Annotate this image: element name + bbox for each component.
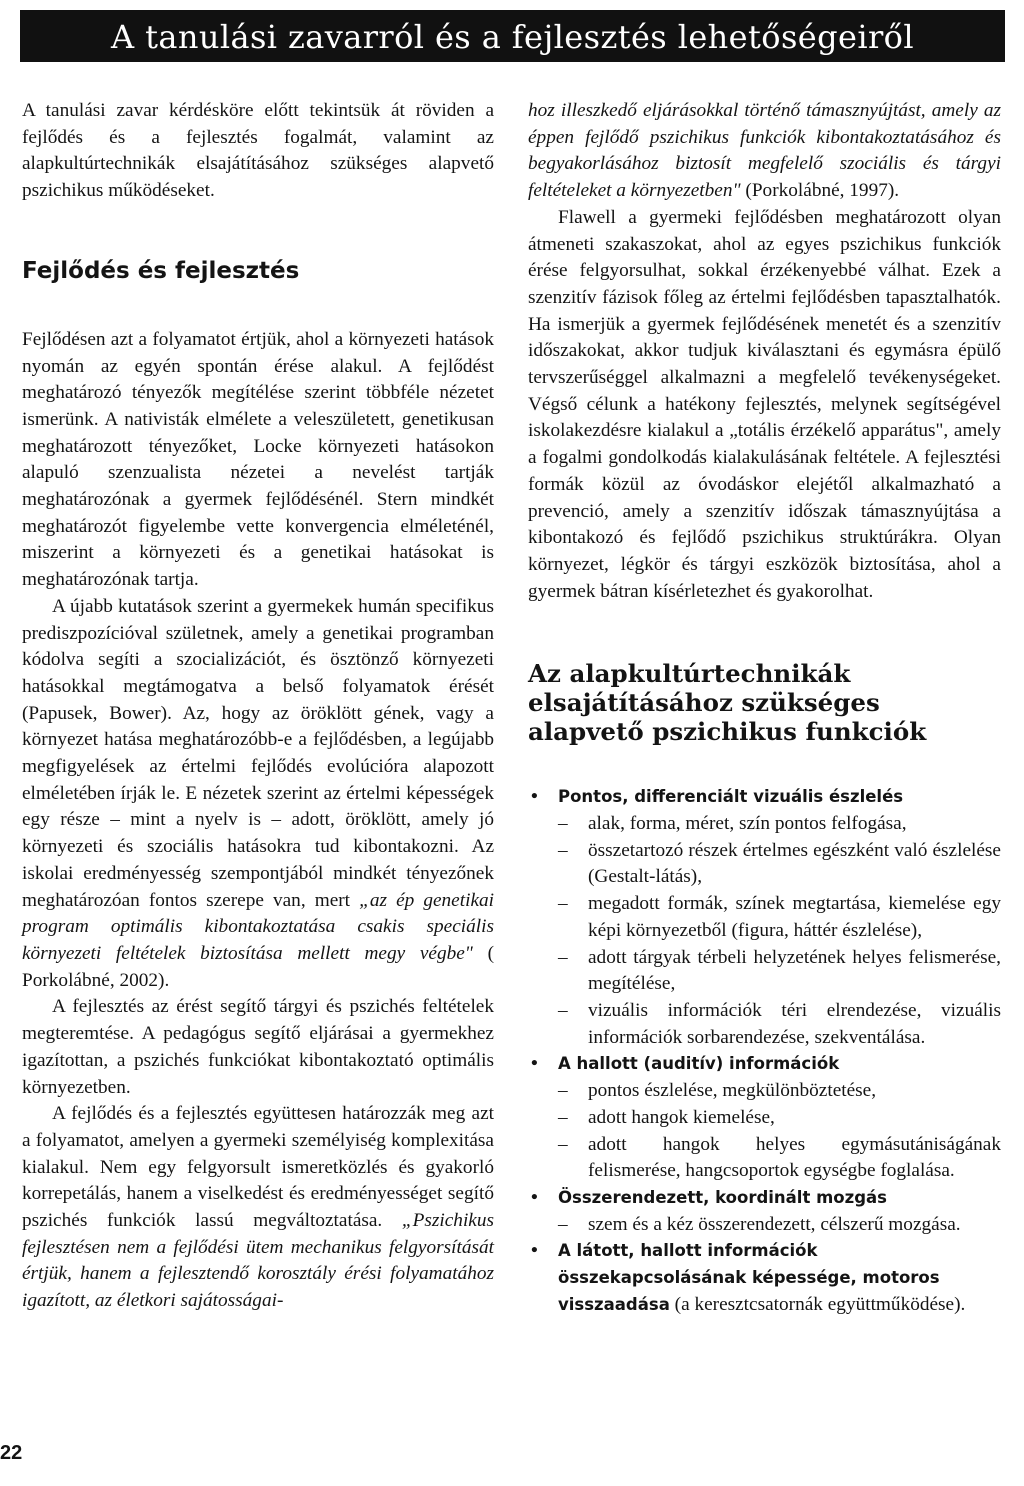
bullet-suffix: (a keresztcsatornák együttműködése). xyxy=(669,1293,966,1315)
bullet-auditory-information xyxy=(528,1051,1001,1185)
bullet-coordinated-movement xyxy=(528,1185,1001,1238)
functions-list xyxy=(528,784,1001,1318)
page-title: A tanulási zavarról és a fejlesztés lehetőségeiről xyxy=(111,18,914,56)
dash-item: – alak, forma, méret, szín pontos felfogása, xyxy=(558,811,1001,838)
right-paragraph-1 xyxy=(528,98,1001,205)
p2-quote: „az ép genetikai program optimális kibontakoztatása csakis speciális környezeti feltételek biztosítása mellett megy végbe" xyxy=(22,889,494,964)
r1-citation: (Porkolábné, 1997). xyxy=(740,180,900,202)
dash-item: – adott hangok kiemelése, xyxy=(558,1105,1001,1132)
page-title-banner xyxy=(20,10,1005,62)
bullet-label: A hallott (auditív) információk xyxy=(558,1054,840,1074)
body-paragraph-3: A fejlesztés az érést segítő tárgyi és pszichés feltételek megteremtése. A pedagógus segítő eljárásai a gyermekhez igazítottan, a pszichés funkciókat kibontakoztató optimális környezetben. xyxy=(22,996,494,1098)
p2-text: A újabb kutatások szerint a gyermekek humán specifikus prediszpozícióval születnek, amely a genetikai programban kódolva segíti a szocializációt, és ösztönző környezeti hatásokkal megtámogatva a belső folyamatok érését (Papusek, Bower). Az, hogy az öröklött gének, vagy a környezet hatása meghatározóbb-e a fejlődésben, a legújabb megfigyelések az értelmi fejlődés evolúcióra alapozott elméletében írják le. E nézetek szerint az értelmi képességek egy része – mint a nyelv is – adott, öröklött, amely jó környezeti és szociális hatásokra tud kibontakozni. Az iskolai eredményesség szempontjából mindkét tényezőnek meghatározóan fontos szerepe van, mert xyxy=(22,595,494,911)
bullet-label: Összerendezett, koordinált mozgás xyxy=(558,1187,887,1207)
bullet-visual-perception xyxy=(528,784,1001,1051)
bullet-label: A látott, hallott információk összekapcsolásának képessége, motoros visszaadása xyxy=(558,1241,940,1314)
p2-citation: ( Porkolábné, 2002). xyxy=(22,942,494,991)
section-heading-development: Fejlődés és fejlesztés xyxy=(22,257,300,284)
section-heading-functions: Az alapkultúrtechnikák elsajátításához szükséges alapvető pszichikus funkciók xyxy=(528,659,927,747)
left-column xyxy=(22,98,494,1315)
page-number: 22 xyxy=(0,1442,23,1464)
bullet-label: Pontos, differenciált vizuális észlelés xyxy=(558,787,904,807)
p4-text: A fejlődés és a fejlesztés együttesen határozzák meg azt a folyamatot, amelyen a gyermeki személyiség komplexitása kialakul. Nem egy felgyorsult ismeretközlés és gyakorló korrepetálás, hanem a viselkedést és eredményességet segítő pszichés funkciók lassú megváltoztatása. xyxy=(22,1103,494,1232)
intro-paragraph: A tanulási zavar kérdésköre előtt tekintsük át röviden a fejlődés és a fejlesztés fogalmát, valamint az alapkultúrtechnikák elsajátításához szükséges alapvető pszichikus működéseket. xyxy=(22,100,494,202)
body-paragraph-4 xyxy=(22,1101,494,1315)
dash-item: – adott tárgyak térbeli helyzetének helyes felismerése, megítélése, xyxy=(558,945,1001,998)
dash-item: – adott hangok helyes egymásutániságának felismerése, hangcsoportok egységbe foglalása. xyxy=(558,1132,1001,1185)
dash-item: – pontos észlelése, megkülönböztetése, xyxy=(558,1078,1001,1105)
dash-item: – vizuális információk téri elrendezése, vizuális információk sorbarendezése, szekventálása. xyxy=(558,998,1001,1051)
bullet-crossmodal-integration xyxy=(528,1238,1001,1318)
p4-quote: „Pszichikus fejlesztésen nem a fejlődési ütem mechanikus felgyorsítását értjük, hanem a fejlesztendő korosztály érési folyamatához igazított, az életkori sajátosságai- xyxy=(22,1210,494,1312)
dash-item: – összetartozó részek értelmes egészként való észlelése (Gestalt-látás), xyxy=(558,838,1001,891)
body-paragraph-2 xyxy=(22,594,494,995)
body-paragraph-1: Fejlődésen azt a folyamatot értjük, ahol a környezeti hatások nyomán az egyén spontán érése alakul. A fejlődést meghatározó tényezők megítélése szerint többféle nézetet ismerünk. A nativisták elmélete a veleszületett, genetikusan meghatározott tényezőket, Locke környezeti hatásokon alapuló szenzualista nézetei a nevelést tartják meghatározónak a gyermek fejlődésénél. Stern mindkét meghatározót figyelembe vette konvergencia elméleténél, miszerint a környezeti és a genetikai hatásokat is meghatározónak tartja. xyxy=(22,328,494,591)
r1-quote: hoz illeszkedő eljárásokkal történő támasznyújtást, amely az éppen fejlődő pszichikus funkciók kibontakoztatásához és begyakorlásához biztosít megfelelő szociális és tárgyi feltételeket a környezetben" xyxy=(528,100,1001,202)
dash-item: – szem és a kéz összerendezett, célszerű mozgása. xyxy=(558,1212,1001,1239)
right-column xyxy=(528,98,1001,1318)
dash-item: – megadott formák, színek megtartása, kiemelése egy képi környezetből (figura, háttér észlelése), xyxy=(558,891,1001,944)
right-paragraph-2: Flawell a gyermeki fejlődésben meghatározott olyan átmeneti szakaszokat, ahol az egyes pszichikus funkciók érése felgyorsulhat, sokkal érzékenyebbé válhat. Ezek a szenzitív fázisok főleg az értelmi fejlődésben tapasztalhatók. Ha ismerjük a gyermek fejlődésének menetét és a szenzitív időszakokat, akkor tudjuk kiválasztani és egymásra épülő tervszerűséggel alkalmazni a megfelelő tevékenységeket. Végső célunk a hatékony fejlesztés, melynek segítségével iskolakezdésre kialakul a „totális érzékelő apparátus", amely a fogalmi gondolkodás kialakulásának feltétele. A fejlesztési formák közül az óvodáskor elejétől alkalmazható a prevenció, amely a szenzitív időszak támasznyújtása a kibontakozó és fejlődő pszichikus struktúrákra. Olyan környezet, légkör és tárgyi eszközök biztosítása, ahol a gyermek bátran kísérletezhet és gyakorolhat. xyxy=(528,206,1001,602)
